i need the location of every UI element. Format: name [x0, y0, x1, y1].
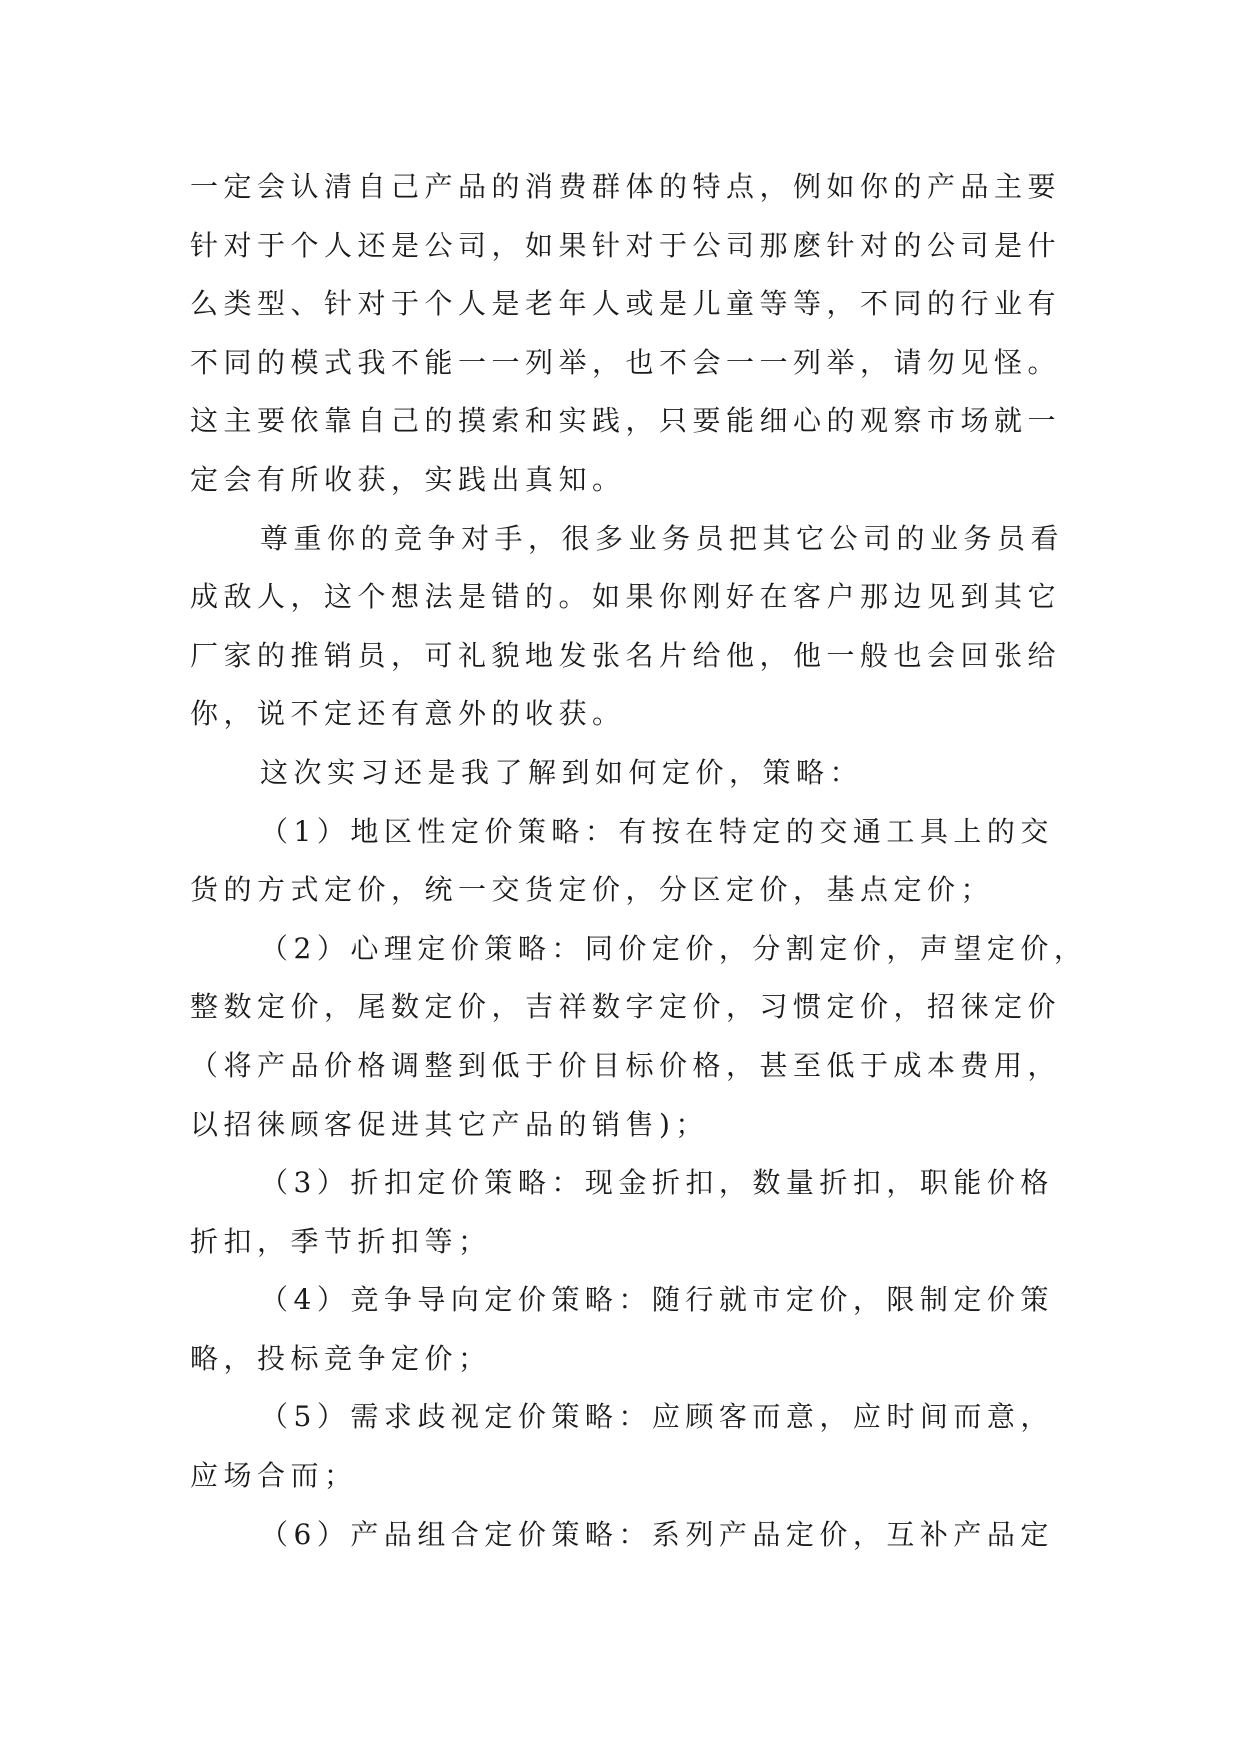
text-line: 针对于个人还是公司，如果针对于公司那麽针对的公司是什	[190, 228, 1062, 262]
text-line: 成敌人，这个想法是错的。如果你刚好在客户那边见到其它	[190, 580, 1062, 614]
text-line: 么类型、针对于个人是老年人或是儿童等等，不同的行业有	[190, 287, 1062, 321]
text-line: （2）心理定价策略：同价定价，分割定价，声望定价，	[260, 931, 1088, 965]
text-line: 这次实习还是我了解到如何定价，策略：	[260, 755, 864, 789]
text-line: 略，投标竞争定价；	[190, 1341, 492, 1375]
text-line: （1）地区性定价策略：有按在特定的交通工具上的交	[260, 814, 1054, 848]
text-line: 一定会认清自己产品的消费群体的特点，例如你的产品主要	[190, 170, 1062, 203]
text-line: （6）产品组合定价策略：系列产品定价，互补产品定	[260, 1517, 1054, 1551]
text-line: 不同的模式我不能一一列举，也不会一一列举，请勿见怪。	[190, 345, 1062, 379]
text-line: （4）竞争导向定价策略：随行就市定价，限制定价策	[260, 1283, 1054, 1317]
text-line: 以招徕顾客促进其它产品的销售)；	[190, 1107, 709, 1141]
text-line: （5）需求歧视定价策略：应顾客而意，应时间而意，	[260, 1400, 1054, 1434]
text-line: 应场合而；	[190, 1459, 358, 1493]
text-line: 尊重你的竞争对手，很多业务员把其它公司的业务员看	[260, 521, 1065, 555]
text-line: 你，说不定还有意外的收获。	[190, 697, 626, 731]
text-line: 厂家的推销员，可礼貌地发张名片给他，他一般也会回张给	[190, 638, 1062, 672]
text-line: 折扣，季节折扣等；	[190, 1224, 492, 1258]
text-line: 这主要依靠自己的摸索和实践，只要能细心的观察市场就一	[190, 404, 1062, 438]
text-line: 定会有所收获，实践出真知。	[190, 462, 626, 496]
text-line: 整数定价，尾数定价，吉祥数字定价，习惯定价，招徕定价	[190, 990, 1062, 1024]
text-line: （3）折扣定价策略：现金折扣，数量折扣，职能价格	[260, 1166, 1054, 1200]
document-body-text	[190, 158, 1088, 1564]
text-line: （将产品价格调整到低于价目标价格，甚至低于成本费用，	[190, 1048, 1062, 1082]
text-line: 货的方式定价，统一交货定价，分区定价，基点定价；	[190, 873, 995, 907]
